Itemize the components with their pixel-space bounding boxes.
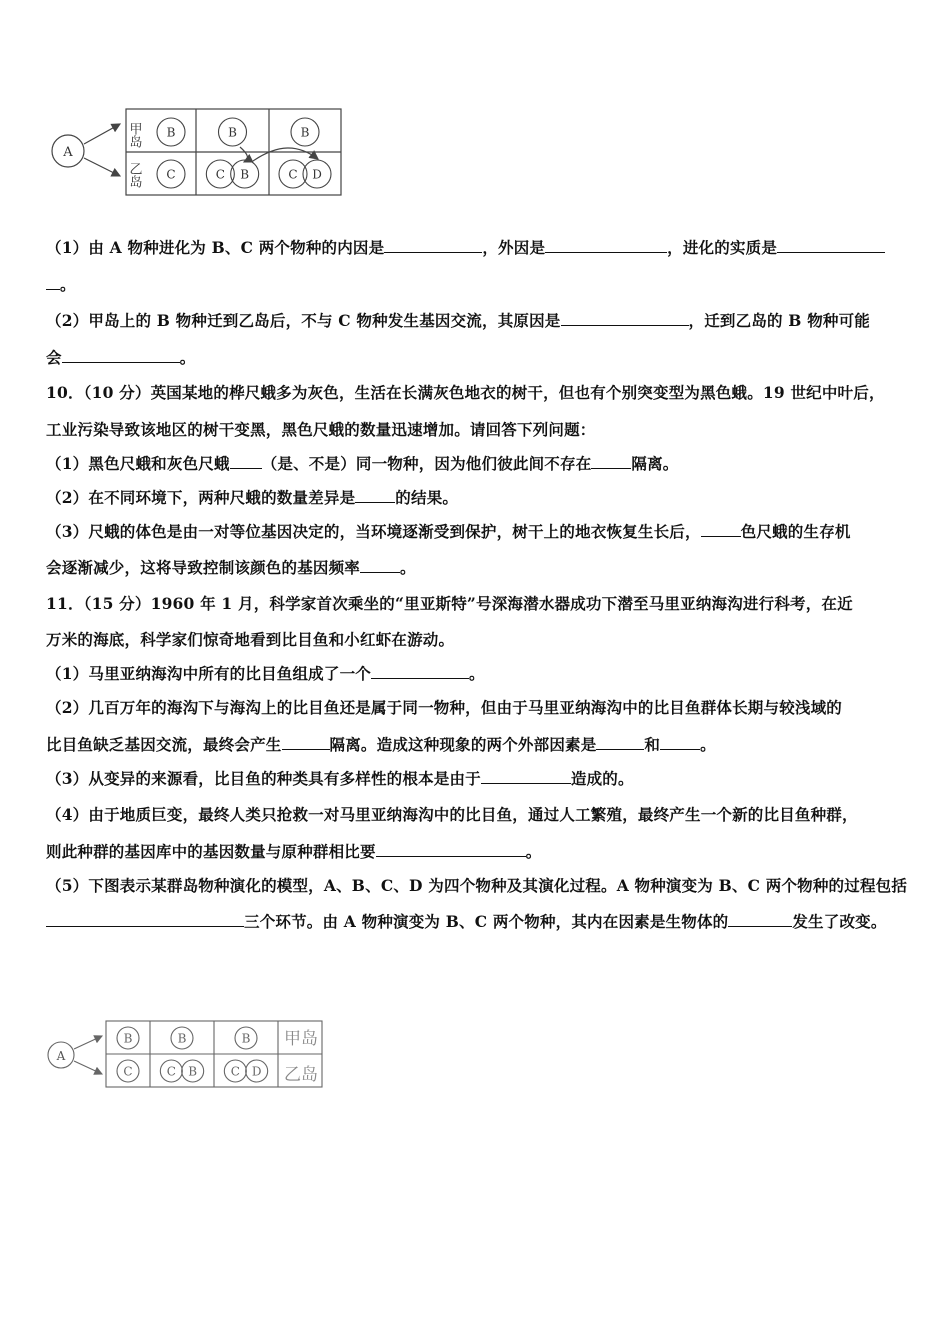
q9-part1-line2: 。 (46, 273, 76, 295)
species-b-label: B (166, 125, 176, 140)
species-a-label: A (63, 145, 73, 160)
q9-part2-line2: 会 。 (46, 348, 196, 367)
q11-part3-line: （3）从变异的来源看，比目鱼的种类具有多样性的根本是由于 造成的。 (46, 769, 634, 788)
species-b-label: B (228, 125, 237, 140)
fig1-cells (157, 118, 331, 188)
species-evolution-diagram-bottom (44, 1018, 334, 1098)
q10-intro-line2: 工业污染导致该地区的树干变黑，黑色尺蛾的数量迅速增加。请回答下列问题： (46, 420, 596, 439)
island-top-label: 甲岛 (126, 122, 142, 148)
species-a-label-2: A (56, 1049, 66, 1063)
species-c-label: C (215, 167, 225, 182)
species-c-label: C (123, 1064, 133, 1079)
species-c-label: C (166, 1064, 176, 1079)
q10-part3-line: （3）尺蛾的体色是由一对等位基因决定的，当环境逐渐受到保护，树干上的地衣恢复生长后， 色尺蛾的生存机 (46, 522, 851, 541)
species-d-label: D (312, 167, 322, 182)
q11-intro-line2: 万米的海底，科学家们惊奇地看到比目鱼和小红虾在游动。 (46, 630, 455, 649)
q9-part2-line: （2）甲岛上的 B 物种迁到乙岛后，不与 C 物种发生基因交流，其原因是 ，迁到乙岛的 B 物种可能 (46, 311, 871, 330)
q10-intro-line1: 10．（10 分）英国某地的桦尺蛾多为灰色，生活在长满灰色地衣的树干，但也有个别突变型为黑色蛾。19 世纪中叶后， (46, 383, 885, 402)
species-c-label: C (166, 167, 176, 182)
q9-part1-line: （1）由 A 物种进化为 B、C 两个物种的内因是 ，外因是 ，进化的实质是 (46, 236, 885, 258)
species-b-label: B (123, 1031, 133, 1046)
arrow-to-top-island (84, 124, 120, 144)
q11-part2-line2: 比目鱼缺乏基因交流，最终会产生 隔离。造成这种现象的两个外部因素是 和 。 (46, 735, 716, 754)
q10-part2-line: （2）在不同环境下，两种尺蛾的数量差异是 的结果。 (46, 488, 459, 507)
q10-part1-line: （1）黑色尺蛾和灰色尺蛾 （是、不是）同一物种，因为他们彼此间不存在 隔离。 (46, 454, 679, 473)
island-top-label-2: 甲岛 (284, 1029, 318, 1049)
species-c-label: C (230, 1064, 240, 1079)
q11-part2-line: （2）几百万年的海沟下与海沟上的比目鱼还是属于同一物种，但由于马里亚纳海沟中的比目鱼群体长期与较浅域的 (46, 698, 842, 717)
species-evolution-diagram-top (48, 104, 348, 204)
q11-part5-line: （5）下图表示某群岛物种演化的模型，A、B、C、D 为四个物种及其演化过程。A 物种演变为 B、C 两个物种的过程包括 (46, 876, 908, 895)
island-bottom-label-2: 乙岛 (284, 1065, 318, 1085)
species-b-label: B (188, 1064, 198, 1079)
species-b-label: B (300, 125, 310, 140)
species-c-label: C (288, 167, 298, 182)
species-b-label: B (177, 1031, 187, 1046)
q11-part1-line: （1）马里亚纳海沟中所有的比目鱼组成了一个 。 (46, 664, 485, 683)
q10-part3-line2: 会逐渐减少，这将导致控制该颜色的基因频率 。 (46, 558, 416, 577)
species-d-label: D (251, 1064, 262, 1079)
species-b-label: B (240, 167, 250, 182)
migration-arrow-2 (253, 148, 318, 161)
q11-part4-line2: 则此种群的基因库中的基因数量与原种群相比要 。 (46, 842, 542, 861)
q11-part4-line: （4）由于地质巨变，最终人类只抢救一对马里亚纳海沟中的比目鱼，通过人工繁殖，最终产生一个新的比目鱼种群， (46, 805, 858, 824)
q11-intro-line1: 11．（15 分）1960 年 1 月，科学家首次乘坐的“里亚斯特”号深海潜水器成功下潜至马里亚纳海沟进行科考，在近 (46, 594, 853, 613)
arrow-to-bottom-island (84, 158, 120, 176)
island-bottom-label: 乙岛 (126, 162, 142, 188)
species-b-label: B (241, 1031, 251, 1046)
q11-part5-line2: 三个环节。由 A 物种演变为 B、C 两个物种，其内在因素是生物体的 发生了改变。 (46, 910, 887, 932)
